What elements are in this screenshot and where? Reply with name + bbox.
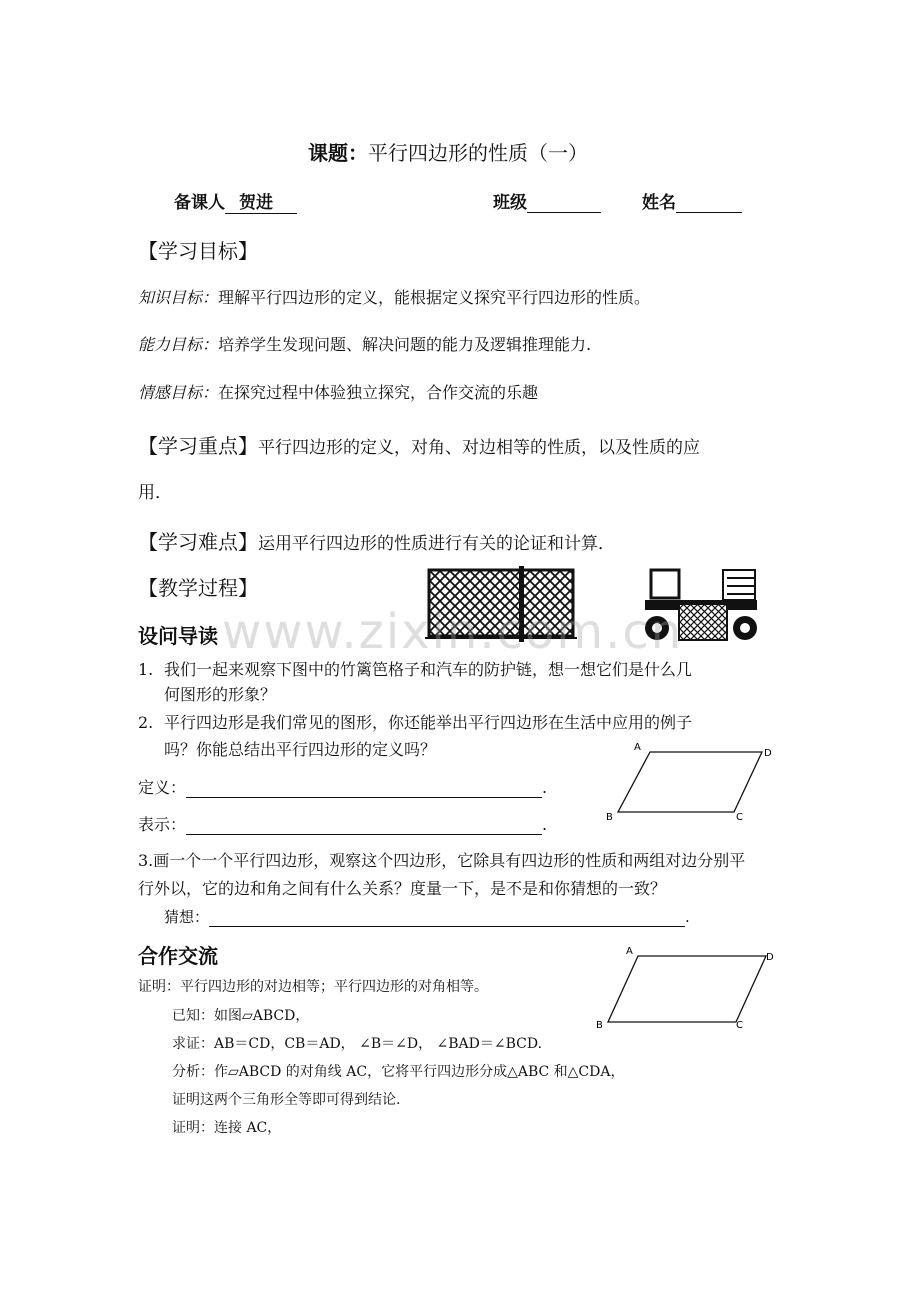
proof-statement: 证明：平行四边形的对边相等；平行四边形的对角相等。 xyxy=(138,979,488,995)
process-heading: 【教学过程】 xyxy=(138,576,258,600)
goal-ability xyxy=(138,332,591,355)
question-3-cont: 行外以，它的边和角之间有什么关系？度量一下，是不是和你猜想的一致？ xyxy=(138,879,667,898)
goal-emotion-text: 在探究过程中体验独立探究，合作交流的乐趣 xyxy=(218,383,539,402)
vertex-d-label: D xyxy=(766,952,774,963)
question-3: 3.画一个一个平行四边形，观察这个四边形，它除具有四边形的性质和两组对边分别平 xyxy=(138,851,746,870)
difficulties-text: 运用平行四边形的性质进行有关的论证和计算． xyxy=(258,534,615,554)
vertex-d-label: D xyxy=(764,748,772,759)
watermark: www.zixin.com.cn xyxy=(222,604,684,660)
parallelogram-figure-2 xyxy=(590,940,780,1032)
definition-label: 定义： xyxy=(138,778,187,797)
question-1-cont: 何图形的形象？ xyxy=(164,685,277,704)
guess-field[interactable]: 猜想： . xyxy=(164,908,690,926)
notation-label: 表示： xyxy=(138,815,187,834)
difficulties-heading: 【学习难点】 xyxy=(138,530,258,554)
section-reading-guide-heading: 设问导读 xyxy=(138,624,218,648)
class-blank[interactable] xyxy=(527,194,601,213)
title-text: 平行四边形的性质（一） xyxy=(368,141,588,165)
preparer-field xyxy=(174,188,297,214)
vertex-b-label: B xyxy=(596,1020,603,1031)
guess-label: 猜想： xyxy=(164,908,210,926)
question-1-number: 1. xyxy=(138,660,154,679)
guess-blank[interactable] xyxy=(209,910,685,927)
question-2-text: 平行四边形是我们常见的图形，你还能举出平行四边形在生活中应用的例子 xyxy=(164,713,693,732)
question-1-text: 我们一起来观察下图中的竹篱笆格子和汽车的防护链，想一想它们是什么几 xyxy=(164,660,693,679)
goal-knowledge-label: 知识目标： xyxy=(138,288,219,307)
parallelogram-figure-1 xyxy=(600,738,780,828)
vertex-c-label: C xyxy=(736,1020,743,1031)
question-2 xyxy=(138,710,692,733)
class-field[interactable] xyxy=(493,188,601,213)
class-label: 班级 xyxy=(493,193,527,213)
given: 已知：如图▱ABCD， xyxy=(172,1008,310,1024)
name-label: 姓名 xyxy=(642,193,676,213)
question-1 xyxy=(138,657,692,680)
key-points-heading: 【学习重点】 xyxy=(138,434,258,458)
vertex-b-label: B xyxy=(606,812,613,823)
name-blank[interactable] xyxy=(676,194,742,213)
page-title xyxy=(308,137,588,166)
key-points xyxy=(138,430,700,459)
notation-field[interactable]: 表示： . xyxy=(138,815,548,834)
vertex-a-label: A xyxy=(626,946,633,957)
definition-blank[interactable] xyxy=(186,781,542,798)
difficulties xyxy=(138,526,615,555)
goals-heading: 【学习目标】 xyxy=(138,239,258,263)
key-points-text: 平行四边形的定义，对角、对边相等的性质，以及性质的应 xyxy=(258,438,700,458)
definition-field[interactable]: 定义： . xyxy=(138,778,548,797)
key-points-cont: 用． xyxy=(138,483,172,503)
question-2-number: 2. xyxy=(138,713,154,732)
question-2-cont: 吗？你能总结出平行四边形的定义吗？ xyxy=(164,740,437,759)
title-label: 课题： xyxy=(308,141,368,165)
goal-emotion-label: 情感目标： xyxy=(138,383,219,402)
vertex-c-label: C xyxy=(736,812,743,823)
goal-ability-text: 培养学生发现问题、解决问题的能力及逻辑推理能力. xyxy=(218,335,592,354)
goal-knowledge-text: 理解平行四边形的定义，能根据定义探究平行四边形的性质。 xyxy=(218,288,651,307)
goal-emotion xyxy=(138,380,538,403)
goal-knowledge xyxy=(138,285,650,308)
notation-blank[interactable] xyxy=(186,818,542,835)
goal-ability-label: 能力目标： xyxy=(138,335,219,354)
name-field[interactable] xyxy=(642,188,742,213)
analysis-cont: 证明这两个三角形全等即可得到结论. xyxy=(172,1092,401,1108)
vertex-a-label: A xyxy=(634,742,641,753)
section-cooperation-heading: 合作交流 xyxy=(138,944,218,968)
preparer-label: 备课人 xyxy=(174,193,225,213)
to-prove: 求证：AB＝CD，CB＝AD， ∠B＝∠D， ∠BAD＝∠BCD. xyxy=(172,1036,543,1052)
proof-start: 证明：连接 AC， xyxy=(172,1120,282,1136)
preparer-name: 贺进 xyxy=(239,193,273,213)
analysis: 分析：作▱ABCD 的对角线 AC，它将平行四边形分成△ABC 和△CDA， xyxy=(172,1064,625,1080)
